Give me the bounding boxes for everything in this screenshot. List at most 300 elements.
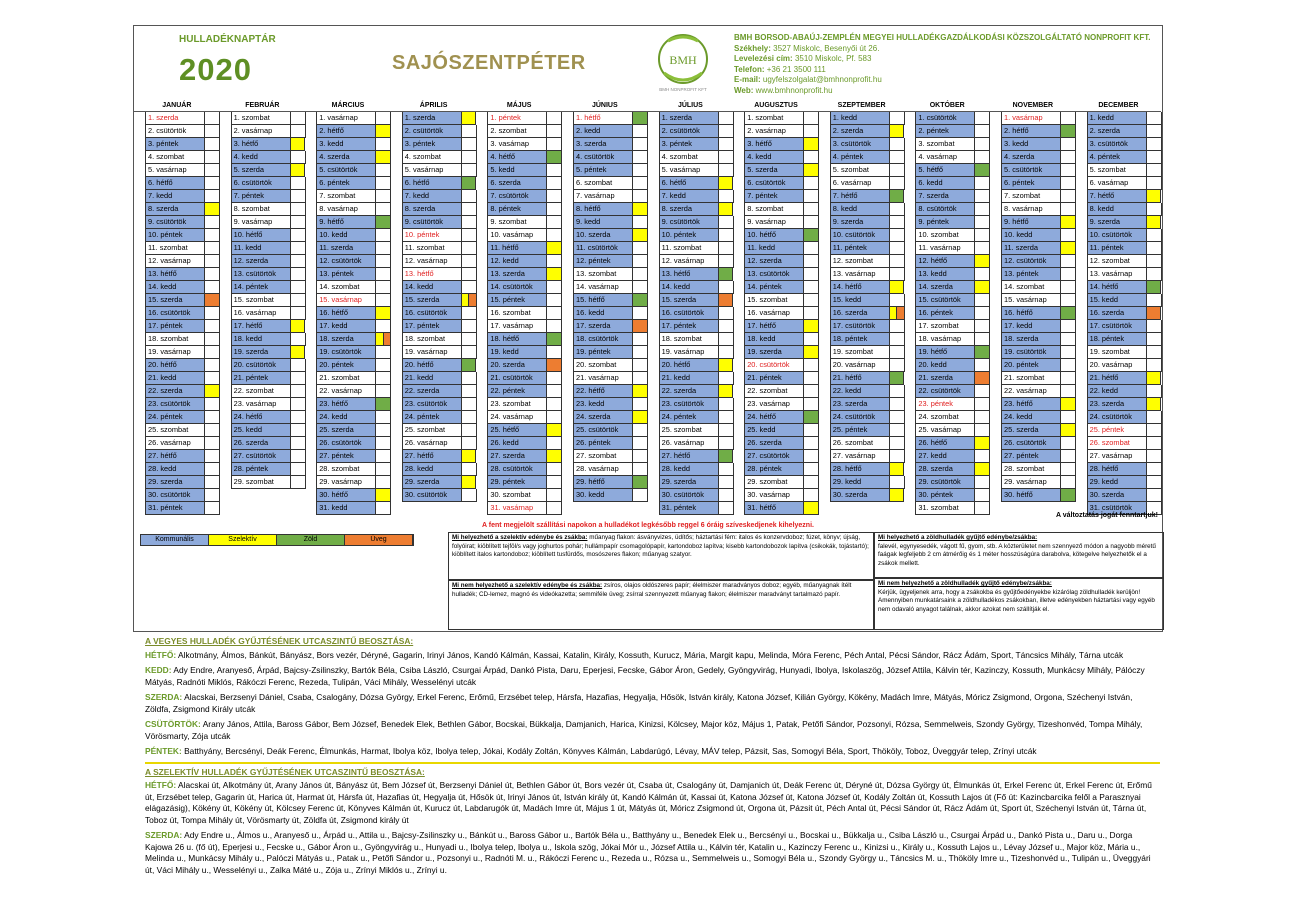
bin-marker-empty: [890, 177, 905, 190]
day-cell: 17. szombat: [915, 320, 975, 333]
bin-marker-empty: [1061, 476, 1076, 489]
day-cell: 3. kedd: [1001, 138, 1061, 151]
bin-marker-empty: [547, 281, 562, 294]
bin-marker-empty: [975, 450, 990, 463]
day-cell: 1. csütörtök: [915, 112, 975, 125]
day-row: [819, 203, 905, 216]
day-cell: 13. vasárnap: [1087, 268, 1147, 281]
bin-marker-empty: [975, 216, 990, 229]
bin-marker-empty: [975, 333, 990, 346]
day-row: [1076, 216, 1162, 229]
street-day-label: CSÜTÖRTÖK:: [145, 719, 201, 729]
bin-marker: [547, 151, 562, 164]
org-email[interactable]: ugyfelszolgalat@bmhnonprofit.hu: [762, 75, 882, 85]
day-row: [648, 359, 734, 372]
day-row: [134, 281, 220, 294]
day-row: [562, 190, 648, 203]
day-row: [1076, 164, 1162, 177]
day-row: [305, 398, 391, 411]
street-day-row: [145, 692, 1160, 715]
day-row: [134, 489, 220, 502]
day-cell: 27. szerda: [487, 450, 547, 463]
day-row: [904, 125, 990, 138]
bin-marker-empty: [291, 437, 306, 450]
day-cell: 20. hétfő: [659, 359, 719, 372]
day-row: [1076, 151, 1162, 164]
day-row: [391, 216, 477, 229]
day-cell: 23. csütörtök: [659, 398, 719, 411]
day-row: [391, 125, 477, 138]
day-row: [648, 398, 734, 411]
day-cell: 16. hétfő: [1001, 307, 1061, 320]
selective-title: A SZELEKTÍV HULLADÉK GYŰJTÉSÉNEK UTCASZINTŰ BEOSZTÁSA:: [145, 766, 425, 777]
bin-marker: [975, 255, 990, 268]
day-row: [904, 177, 990, 190]
bin-marker-empty: [291, 229, 306, 242]
day-cell: 16. kedd: [573, 307, 633, 320]
day-row: [819, 437, 905, 450]
bin-marker-empty: [1061, 164, 1076, 177]
day-cell: 25. szombat: [659, 424, 719, 437]
day-cell: 27. péntek: [1001, 450, 1061, 463]
bin-marker-empty: [205, 177, 220, 190]
bin-marker-empty: [1147, 125, 1162, 138]
day-cell: 16. csütörtök: [402, 307, 462, 320]
day-row: [476, 281, 562, 294]
day-cell: 22. péntek: [487, 385, 547, 398]
street-day-label: SZERDA:: [145, 830, 183, 840]
day-row: [904, 463, 990, 476]
day-row: [733, 255, 819, 268]
day-cell: 11. vasárnap: [915, 242, 975, 255]
day-row: [391, 346, 477, 359]
day-row: [391, 476, 477, 489]
day-row: [733, 112, 819, 125]
bin-marker-empty: [1061, 177, 1076, 190]
day-row: [134, 138, 220, 151]
day-row: [562, 450, 648, 463]
day-cell: 30. szombat: [487, 489, 547, 502]
day-cell: 12. szombat: [1087, 255, 1147, 268]
bin-marker-empty: [633, 177, 648, 190]
org-web[interactable]: www.bmhnonprofit.hu: [755, 85, 833, 95]
bin-marker-empty: [633, 463, 648, 476]
day-row: [134, 164, 220, 177]
day-row: [733, 190, 819, 203]
day-cell: 28. péntek: [231, 463, 291, 476]
day-row: [134, 476, 220, 489]
day-cell: 20. vasárnap: [830, 359, 890, 372]
bin-marker-empty: [376, 294, 391, 307]
day-cell: 8. szombat: [231, 203, 291, 216]
day-row: [476, 346, 562, 359]
bin-marker-empty: [1147, 138, 1162, 151]
day-row: [990, 294, 1076, 307]
day-row: [1076, 294, 1162, 307]
day-row: [904, 424, 990, 437]
bin-marker: [1061, 489, 1076, 502]
month-column: [476, 100, 562, 512]
day-cell: 29. szerda: [659, 476, 719, 489]
day-row: [904, 320, 990, 333]
day-row: [220, 190, 306, 203]
day-cell: 2. vasárnap: [744, 125, 804, 138]
day-row: [476, 359, 562, 372]
day-cell: 7. szombat: [1001, 190, 1061, 203]
day-cell: 26. szerda: [744, 437, 804, 450]
day-cell: 17. hétfő: [744, 320, 804, 333]
day-cell: 9. vasárnap: [744, 216, 804, 229]
day-row: [904, 450, 990, 463]
bin-marker-empty: [376, 320, 391, 333]
day-cell: 21. kedd: [659, 372, 719, 385]
bin-marker: [376, 125, 391, 138]
day-cell: 1. szombat: [744, 112, 804, 125]
day-cell: 4. csütörtök: [573, 151, 633, 164]
street-schedule: [145, 636, 1160, 880]
bin-marker-empty: [291, 372, 306, 385]
bin-marker: [890, 489, 905, 502]
day-row: [305, 125, 391, 138]
street-list-text: Ady Endre u., Álmos u., Aranyeső u., Árpád u., Attila u., Bajcsy-Zsilinszky u., Bánkút u., Baross Gábor u., Bartók Béla u., Batthyány u., Benedek Elek u., Bercsényi u., Bocskai u., Bükkalja u., Csiba László u., Csurgai Árpád u., Dankó Pista u., Daru u., Dorga Kajowa 26 u. (fő út), Eperjesi u., Fecske u., Gábor Áron u., Gyöngyvirág u., Hunyadi u., Ibolya telep, Ibolya u., Iskola szög, Jókai Mór u., József Attila u., Kálvin tér, Katalin u., Kazinczy Ferenc u., Kinizsi u., Király u., Kossuth Lajos u., Lévay József u., Major köz, Mária u., Melinda u., Munkácsy Mihály u., Palóczi Mátyás u., Patak u., Petőfi Sándor u., Pozsonyi u., Radnóti M. u., Rákóczi Ferenc u., Rezeda u., Rózsa u., Semmelweis u., Somogyi Béla u., Szondy György u., Táncsics M. u., Thököly Imre u., Tizeshonvéd u., Tulipán u., Üveggyári út, Váci Mihály u., Wesselényi u., Zalka Máté u., Zója u., Zrínyi Miklós u., Zrínyi u.: [145, 830, 1151, 875]
bin-marker-empty: [975, 385, 990, 398]
bin-marker-empty: [205, 320, 220, 333]
day-row: [990, 242, 1076, 255]
day-cell: 6. hétfő: [402, 177, 462, 190]
bin-marker-empty: [975, 242, 990, 255]
bin-marker-empty: [1061, 359, 1076, 372]
bin-marker-empty: [1061, 294, 1076, 307]
day-row: [134, 190, 220, 203]
bin-marker-empty: [291, 242, 306, 255]
month-column: [134, 100, 220, 512]
bin-marker-empty: [376, 190, 391, 203]
bin-marker-empty: [462, 125, 477, 138]
bin-marker: [719, 359, 734, 372]
bin-marker-empty: [633, 242, 648, 255]
bin-marker-empty: [462, 138, 477, 151]
day-row: [220, 424, 306, 437]
bin-marker-empty: [547, 476, 562, 489]
day-row: [733, 125, 819, 138]
day-cell: 11. szerda: [316, 242, 376, 255]
day-cell: 14. péntek: [744, 281, 804, 294]
day-cell: 18. szombat: [659, 333, 719, 346]
day-cell: 23. hétfő: [316, 398, 376, 411]
day-row: [648, 307, 734, 320]
bin-marker-empty: [547, 216, 562, 229]
bin-marker-empty: [376, 203, 391, 216]
day-row: [819, 294, 905, 307]
day-cell: 23. kedd: [573, 398, 633, 411]
bin-marker-empty: [804, 203, 819, 216]
day-row: [134, 437, 220, 450]
day-cell: 8. péntek: [487, 203, 547, 216]
bin-marker-empty: [719, 476, 734, 489]
day-cell: 28. szerda: [915, 463, 975, 476]
day-cell: 26. vasárnap: [145, 437, 205, 450]
day-cell: 1. szombat: [231, 112, 291, 125]
bin-marker-empty: [205, 424, 220, 437]
bin-marker-empty: [1061, 411, 1076, 424]
day-cell: 12. csütörtök: [1001, 255, 1061, 268]
day-cell: 10. szerda: [573, 229, 633, 242]
day-cell: 11. péntek: [830, 242, 890, 255]
bin-marker-empty: [1147, 437, 1162, 450]
day-cell: 3. péntek: [145, 138, 205, 151]
day-cell: 6. szombat: [573, 177, 633, 190]
day-row: [220, 359, 306, 372]
day-cell: 5. kedd: [487, 164, 547, 177]
day-cell: 20. kedd: [915, 359, 975, 372]
bin-marker-empty: [547, 463, 562, 476]
bin-marker: [547, 333, 562, 346]
day-cell: 1. szerda: [145, 112, 205, 125]
day-row: [220, 255, 306, 268]
day-row: [904, 333, 990, 346]
day-row: [819, 489, 905, 502]
bmh-logo-icon: [646, 31, 720, 93]
day-cell: 14. szerda: [915, 281, 975, 294]
day-cell: 14. péntek: [231, 281, 291, 294]
bin-marker: [547, 450, 562, 463]
day-row: [391, 398, 477, 411]
day-row: [904, 164, 990, 177]
day-row: [476, 203, 562, 216]
bin-marker-empty: [804, 450, 819, 463]
bin-marker-empty: [633, 359, 648, 372]
day-cell: 16. hétfő: [316, 307, 376, 320]
day-row: [1076, 385, 1162, 398]
bin-marker-empty: [547, 346, 562, 359]
day-row: [562, 372, 648, 385]
day-cell: 15. szerda: [402, 294, 462, 307]
bin-marker: [547, 424, 562, 437]
bin-marker: [376, 151, 391, 164]
bin-marker-empty: [804, 216, 819, 229]
month-header: ÁPRILIS: [391, 100, 477, 112]
day-cell: 8. szerda: [145, 203, 205, 216]
day-cell: 28. csütörtök: [487, 463, 547, 476]
day-row: [220, 216, 306, 229]
day-row: [305, 333, 391, 346]
bin-marker-empty: [291, 385, 306, 398]
bin-marker: [1147, 190, 1162, 203]
bin-marker-empty: [205, 359, 220, 372]
bin-marker-empty: [804, 125, 819, 138]
street-day-label: KEDD:: [145, 665, 172, 675]
day-cell: 5. csütörtök: [1001, 164, 1061, 177]
day-row: [305, 320, 391, 333]
day-row: [391, 333, 477, 346]
day-cell: 20. hétfő: [145, 359, 205, 372]
day-cell: 23. vasárnap: [231, 398, 291, 411]
day-cell: 6. hétfő: [659, 177, 719, 190]
day-row: [562, 359, 648, 372]
bin-marker-empty: [633, 437, 648, 450]
month-column: [819, 100, 905, 499]
calendar-year: 2020: [179, 52, 252, 87]
day-row: [648, 502, 734, 515]
bin-marker: [462, 359, 477, 372]
day-row: [220, 346, 306, 359]
bin-marker-empty: [804, 463, 819, 476]
day-cell: 14. vasárnap: [573, 281, 633, 294]
bin-marker-empty: [376, 372, 391, 385]
day-cell: 5. csütörtök: [316, 164, 376, 177]
day-cell: 11. hétfő: [487, 242, 547, 255]
day-cell: 28. hétfő: [830, 463, 890, 476]
day-row: [648, 463, 734, 476]
bin-marker-empty: [205, 372, 220, 385]
bin-marker-empty: [1147, 164, 1162, 177]
bin-marker-empty: [719, 125, 734, 138]
day-row: [562, 268, 648, 281]
day-row: [904, 229, 990, 242]
day-row: [1076, 411, 1162, 424]
day-row: [1076, 281, 1162, 294]
day-cell: 19. hétfő: [915, 346, 975, 359]
day-row: [562, 437, 648, 450]
day-cell: 30. hétfő: [316, 489, 376, 502]
day-cell: 28. vasárnap: [573, 463, 633, 476]
day-row: [305, 411, 391, 424]
day-cell: 22. vasárnap: [1001, 385, 1061, 398]
day-row: [562, 281, 648, 294]
day-row: [220, 320, 306, 333]
day-row: [733, 424, 819, 437]
bin-marker-empty: [719, 463, 734, 476]
day-cell: 2. szerda: [830, 125, 890, 138]
day-cell: 13. hétfő: [659, 268, 719, 281]
bin-marker-empty: [804, 307, 819, 320]
day-cell: 26. vasárnap: [659, 437, 719, 450]
month-header: JANUÁR: [134, 100, 220, 112]
bin-marker: [719, 268, 734, 281]
day-row: [391, 268, 477, 281]
day-cell: 26. péntek: [573, 437, 633, 450]
day-cell: 7. hétfő: [830, 190, 890, 203]
day-cell: 8. szombat: [744, 203, 804, 216]
bin-marker-empty: [462, 463, 477, 476]
day-row: [305, 229, 391, 242]
day-row: [305, 242, 391, 255]
bin-marker-empty: [205, 450, 220, 463]
bin-marker: [462, 476, 477, 489]
day-row: [990, 411, 1076, 424]
day-cell: 5. vasárnap: [402, 164, 462, 177]
day-row: [476, 216, 562, 229]
bin-marker: [633, 476, 648, 489]
bin-marker-empty: [291, 398, 306, 411]
day-row: [134, 385, 220, 398]
day-cell: 31. kedd: [316, 502, 376, 515]
month-header: MÁJUS: [476, 100, 562, 112]
day-row: [904, 255, 990, 268]
bin-marker-empty: [975, 112, 990, 125]
bin-marker-empty: [719, 229, 734, 242]
bin-marker-empty: [547, 294, 562, 307]
day-row: [648, 385, 734, 398]
day-cell: 19. szerda: [744, 346, 804, 359]
day-row: [562, 346, 648, 359]
day-cell: 22. szombat: [744, 385, 804, 398]
bin-marker-empty: [1061, 346, 1076, 359]
day-row: [220, 385, 306, 398]
day-row: [134, 177, 220, 190]
day-row: [134, 151, 220, 164]
bin-marker: [376, 333, 384, 346]
day-row: [648, 489, 734, 502]
day-cell: 22. kedd: [830, 385, 890, 398]
day-cell: 14. kedd: [145, 281, 205, 294]
bin-marker-empty: [719, 333, 734, 346]
day-row: [134, 502, 220, 515]
bin-marker: [719, 177, 734, 190]
day-cell: 8. csütörtök: [915, 203, 975, 216]
day-row: [904, 216, 990, 229]
bin-marker-empty: [462, 411, 477, 424]
bin-marker-empty: [719, 242, 734, 255]
day-cell: 12. kedd: [487, 255, 547, 268]
day-cell: 12. vasárnap: [145, 255, 205, 268]
bin-marker-empty: [890, 385, 905, 398]
bin-marker-empty: [890, 203, 905, 216]
day-cell: 19. csütörtök: [1001, 346, 1061, 359]
day-row: [1076, 255, 1162, 268]
day-row: [476, 502, 562, 515]
day-cell: 14. kedd: [659, 281, 719, 294]
month-header: JÚLIUS: [648, 100, 734, 112]
bin-marker: [205, 385, 220, 398]
day-cell: 16. csütörtök: [659, 307, 719, 320]
day-row: [733, 476, 819, 489]
bin-marker: [205, 294, 220, 307]
day-cell: 13. hétfő: [145, 268, 205, 281]
day-cell: 4. kedd: [231, 151, 291, 164]
day-row: [476, 333, 562, 346]
day-row: [391, 385, 477, 398]
bin-marker-empty: [547, 112, 562, 125]
day-cell: 27. kedd: [915, 450, 975, 463]
bin-marker-empty: [291, 333, 306, 346]
bin-marker-empty: [291, 281, 306, 294]
bin-marker-empty: [804, 359, 819, 372]
day-cell: 16. szombat: [487, 307, 547, 320]
bin-marker-empty: [205, 242, 220, 255]
bin-marker-empty: [975, 476, 990, 489]
day-row: [990, 320, 1076, 333]
day-cell: 18. péntek: [830, 333, 890, 346]
day-cell: 29. vasárnap: [316, 476, 376, 489]
day-cell: 22. szerda: [145, 385, 205, 398]
bin-marker-empty: [547, 398, 562, 411]
day-row: [1076, 476, 1162, 489]
day-cell: 11. szerda: [1001, 242, 1061, 255]
day-cell: 4. kedd: [744, 151, 804, 164]
bin-marker-empty: [1147, 333, 1162, 346]
bin-marker-empty: [719, 346, 734, 359]
bin-marker: [376, 307, 391, 320]
day-row: [648, 281, 734, 294]
day-row: [904, 398, 990, 411]
bin-marker-empty: [890, 398, 905, 411]
day-row: [562, 333, 648, 346]
day-cell: 7. csütörtök: [487, 190, 547, 203]
day-cell: 30. csütörtök: [659, 489, 719, 502]
day-cell: 22. kedd: [1087, 385, 1147, 398]
street-day-row: [145, 780, 1160, 826]
